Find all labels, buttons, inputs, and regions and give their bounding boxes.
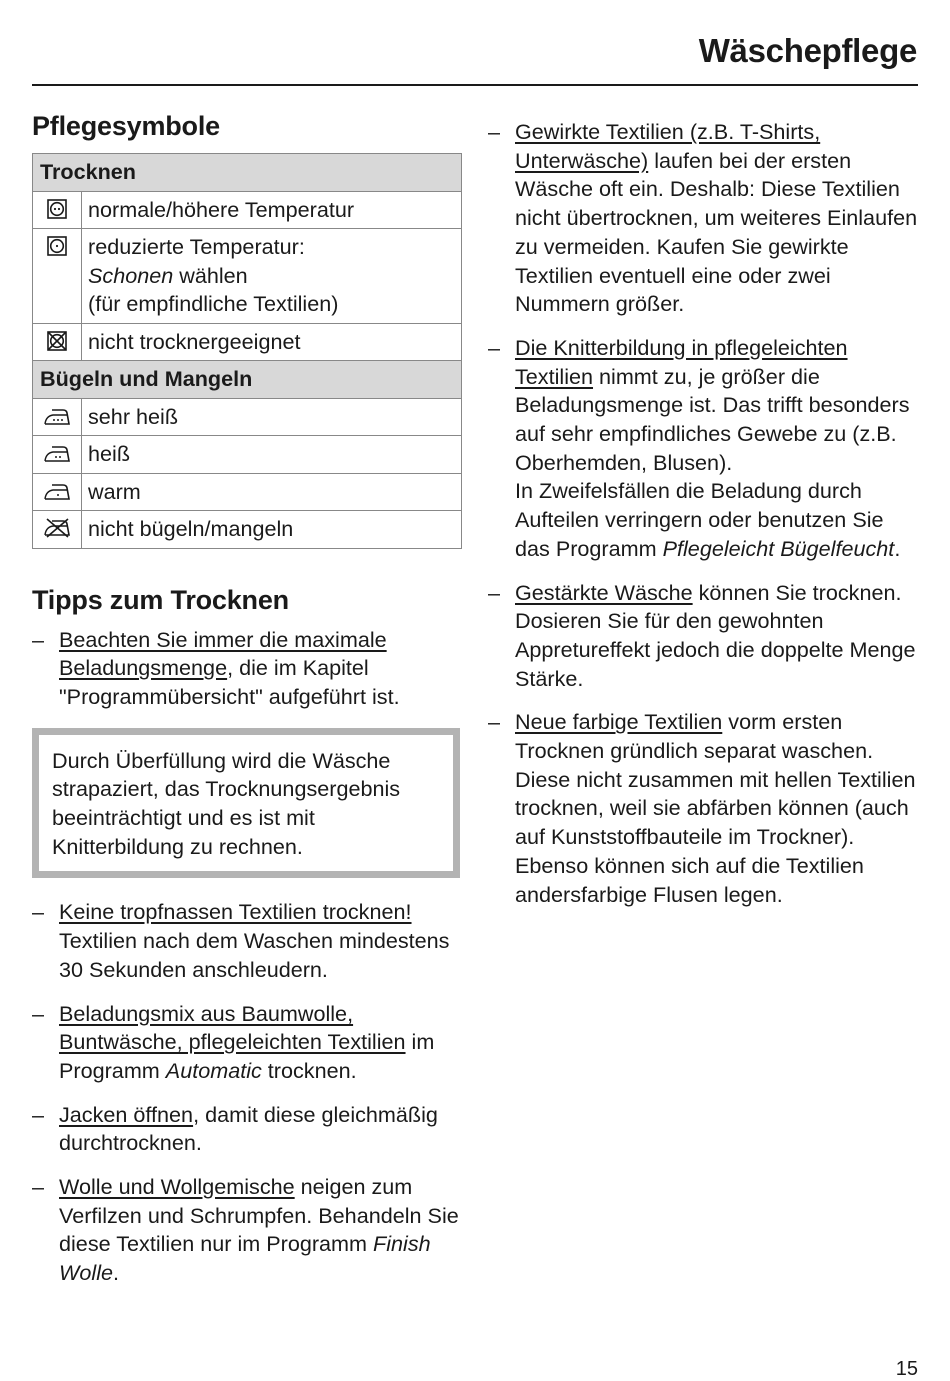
- table-row: [33, 436, 462, 474]
- tip-text: .: [113, 1260, 119, 1286]
- tip-text: , die im Kapitel "Programmübersicht" aufgeführt ist.: [59, 655, 400, 709]
- tip-lead: Gestärkte Wäsche: [515, 579, 693, 605]
- care-symbols-table: [32, 153, 462, 549]
- symbol-description-text: wählen: [173, 262, 248, 288]
- symbol-description: warm: [82, 473, 462, 511]
- table-row: [33, 191, 462, 229]
- tips-list: [32, 898, 462, 1287]
- list-item: [488, 118, 923, 319]
- tip-text: nimmt zu, je größer die Beladungsmenge ist. Das trifft besonders auf sehr empfindliches Gewebe zu (z.B. Oberhemden, Blusen).: [515, 363, 910, 475]
- tip-text: laufen bei der ersten Wäsche oft ein. Deshalb: Diese Textilien nicht übertrocknen, um weiteres Einlaufen zu vermeiden. Kaufen Sie gewirkte Textilien eventuell eine oder zwei Nummern größer.: [515, 147, 918, 317]
- program-name: Automatic: [165, 1057, 262, 1083]
- table-row: [33, 323, 462, 361]
- tip-lead: Neue farbige Textilien: [515, 709, 723, 735]
- tip-text: neigen zum Verfilzen und Schrumpfen. Behandeln Sie diese Textilien nur im Programm: [59, 1174, 459, 1257]
- tumble-dry-low-icon: [33, 229, 82, 324]
- drying-heading: Trocknen: [33, 154, 462, 192]
- tip-lead: Beachten Sie immer die maximale Beladungsmenge: [59, 626, 387, 681]
- tip-text: trocknen.: [261, 1057, 357, 1083]
- symbol-description-line: [88, 262, 455, 291]
- symbol-description: heiß: [82, 436, 462, 474]
- symbol-description: [82, 229, 462, 324]
- list-item: [488, 579, 923, 694]
- list-item: [488, 708, 923, 909]
- tip-text: im Programm: [59, 1029, 435, 1083]
- warning-note-text: Durch Überfüllung wird die Wäsche strapaziert, das Trocknungsergebnis beeinträchtigt und es ist mit Knitterbildung zu rechnen.: [52, 747, 401, 859]
- tip-text: .: [894, 535, 901, 561]
- header-divider: [32, 84, 918, 86]
- tip-lead: Die Knitterbildung in pflegeleichten Textilien: [515, 334, 848, 389]
- warning-note: [32, 728, 460, 879]
- tip-text: , damit diese gleichmäßig durchtrocknen.: [59, 1101, 438, 1156]
- table-row: [33, 398, 462, 436]
- drying-tips-heading: Tipps zum Trocknen: [32, 584, 289, 615]
- tip-text: können Sie trocknen. Dosieren Sie für den gewohnten Appretureffekt jedoch die doppelte Menge Stärke.: [515, 579, 916, 691]
- page-number: 15: [895, 1358, 918, 1380]
- program-name: Finish Wolle: [59, 1231, 431, 1286]
- table-row: [33, 473, 462, 511]
- symbol-description: nicht trocknergeeignet: [82, 323, 462, 361]
- table-row: [33, 229, 462, 324]
- right-column: [488, 118, 923, 924]
- page-title: Wäschepflege: [698, 32, 917, 69]
- tip-text: In Zweifelsfällen die Beladung durch Aufteilen verringern oder benutzen Sie das Programm: [515, 478, 884, 561]
- drying-section-header: [33, 154, 462, 192]
- symbol-description: sehr heiß: [82, 398, 462, 436]
- ironing-section-header: [33, 361, 462, 399]
- list-item: [32, 1173, 462, 1288]
- list-item: [32, 1000, 462, 1086]
- symbol-description: normale/höhere Temperatur: [82, 191, 462, 229]
- list-item: [32, 626, 462, 712]
- ironing-heading: Bügeln und Mangeln: [33, 361, 462, 399]
- tip-lead: Beladungsmix aus Baumwolle, Buntwäsche, pflegeleichten Textilien: [59, 1000, 406, 1055]
- iron-one-dot-icon: [33, 473, 82, 511]
- list-item: [32, 898, 462, 984]
- tips-list: [32, 626, 462, 712]
- tip-lead: Keine tropfnassen Textilien trocknen!: [59, 899, 412, 925]
- tip-text: Textilien nach dem Waschen mindestens 30 Sekunden anschleudern.: [59, 928, 450, 982]
- iron-three-dots-icon: [33, 398, 82, 436]
- do-not-tumble-dry-icon: [33, 323, 82, 361]
- care-symbols-heading: Pflegesymbole: [32, 111, 220, 141]
- tip-lead: Wolle und Wollgemische: [59, 1174, 295, 1200]
- tip-lead: Gewirkte Textilien (z.B. T-Shirts, Unterwäsche): [515, 119, 821, 173]
- program-name: Pflegeleicht Bügelfeucht: [662, 535, 895, 561]
- tip-text: vorm ersten Trocknen gründlich separat waschen. Diese nicht zusammen mit hellen Textilien trocknen, weil sie abfärben können (auch auf Kunststoffbauteile im Trockner). Ebenso können sich auf die Textilien andersfarbige Flusen legen.: [515, 709, 916, 907]
- table-row: [33, 511, 462, 549]
- iron-two-dots-icon: [33, 436, 82, 474]
- tip-lead: Jacken öffnen: [59, 1101, 194, 1127]
- program-name: Schonen: [88, 262, 174, 288]
- tumble-dry-normal-icon: [33, 191, 82, 229]
- tips-list: [488, 118, 923, 909]
- list-item: [32, 1101, 462, 1158]
- do-not-iron-icon: [33, 511, 82, 549]
- left-column: [32, 112, 462, 1303]
- symbol-description-line: reduzierte Temperatur:: [88, 234, 305, 259]
- symbol-description-line: (für empfindliche Textilien): [88, 291, 339, 316]
- list-item: [488, 334, 923, 564]
- symbol-description: nicht bügeln/mangeln: [82, 511, 462, 549]
